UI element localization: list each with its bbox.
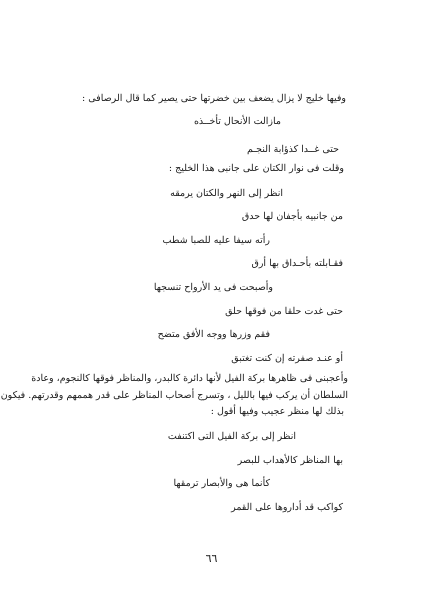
text-line-13: وأعجبنى فى ظاهرها بركة الفيل لأنها دائرة كالبدر، والمناظر فوقها كالنجوم، وعادة xyxy=(31,373,348,384)
verse-line-12: أو عنـد صفرته إن كنت تغتبق xyxy=(231,353,343,364)
text-line-1: وفيها خليج لا يزال يضعف بين خضرتها حتى يصير كما قال الرصافى : xyxy=(82,93,346,104)
text-line-4: وقلت فى نوار الكتان على جانبى هذا الخليج : xyxy=(168,163,344,174)
verse-line-8: فقـابلته بأحـداق بها أرق xyxy=(251,258,343,269)
verse-line-3: حتى غــدا كذؤابة النجـم xyxy=(247,144,339,155)
verse-line-6: من جانبيه بأجفان لها حدق xyxy=(241,211,343,222)
verse-line-16: انظر إلى بركة الفيل التى اكتنفت xyxy=(167,431,296,442)
verse-line-18: كأنما هى والأبصار ترمقها xyxy=(173,478,270,489)
text-line-15: بذلك لها منظر عجيب وفيها أقول : xyxy=(210,406,344,417)
verse-line-5: انظر إلى النهر والكتان يرمقه xyxy=(170,188,283,199)
verse-line-2: مازالت الأنحال تأخــذه xyxy=(193,116,281,127)
page-number: ٦٦ xyxy=(205,552,218,565)
verse-line-9: وأصبحت فى يد الأرواح تنسجها xyxy=(153,282,273,293)
verse-line-10: حتى غدت حلقا من فوقها حلق xyxy=(225,306,343,317)
verse-line-17: بها المناظر كالأهداب للبصر xyxy=(237,455,343,466)
verse-line-7: رأته سيفا عليه للصبا شطب xyxy=(162,235,270,246)
verse-line-11: فقم وزرها ووجه الأفق متضح xyxy=(157,329,270,340)
text-line-14: السلطان أن يركب فيها بالليل ، وتسرج أصحاب المناظر على قدر هممهم وقدرتهم. فيكون xyxy=(0,390,348,401)
verse-line-19: كواكب قد أداروها على القمر xyxy=(231,502,343,513)
